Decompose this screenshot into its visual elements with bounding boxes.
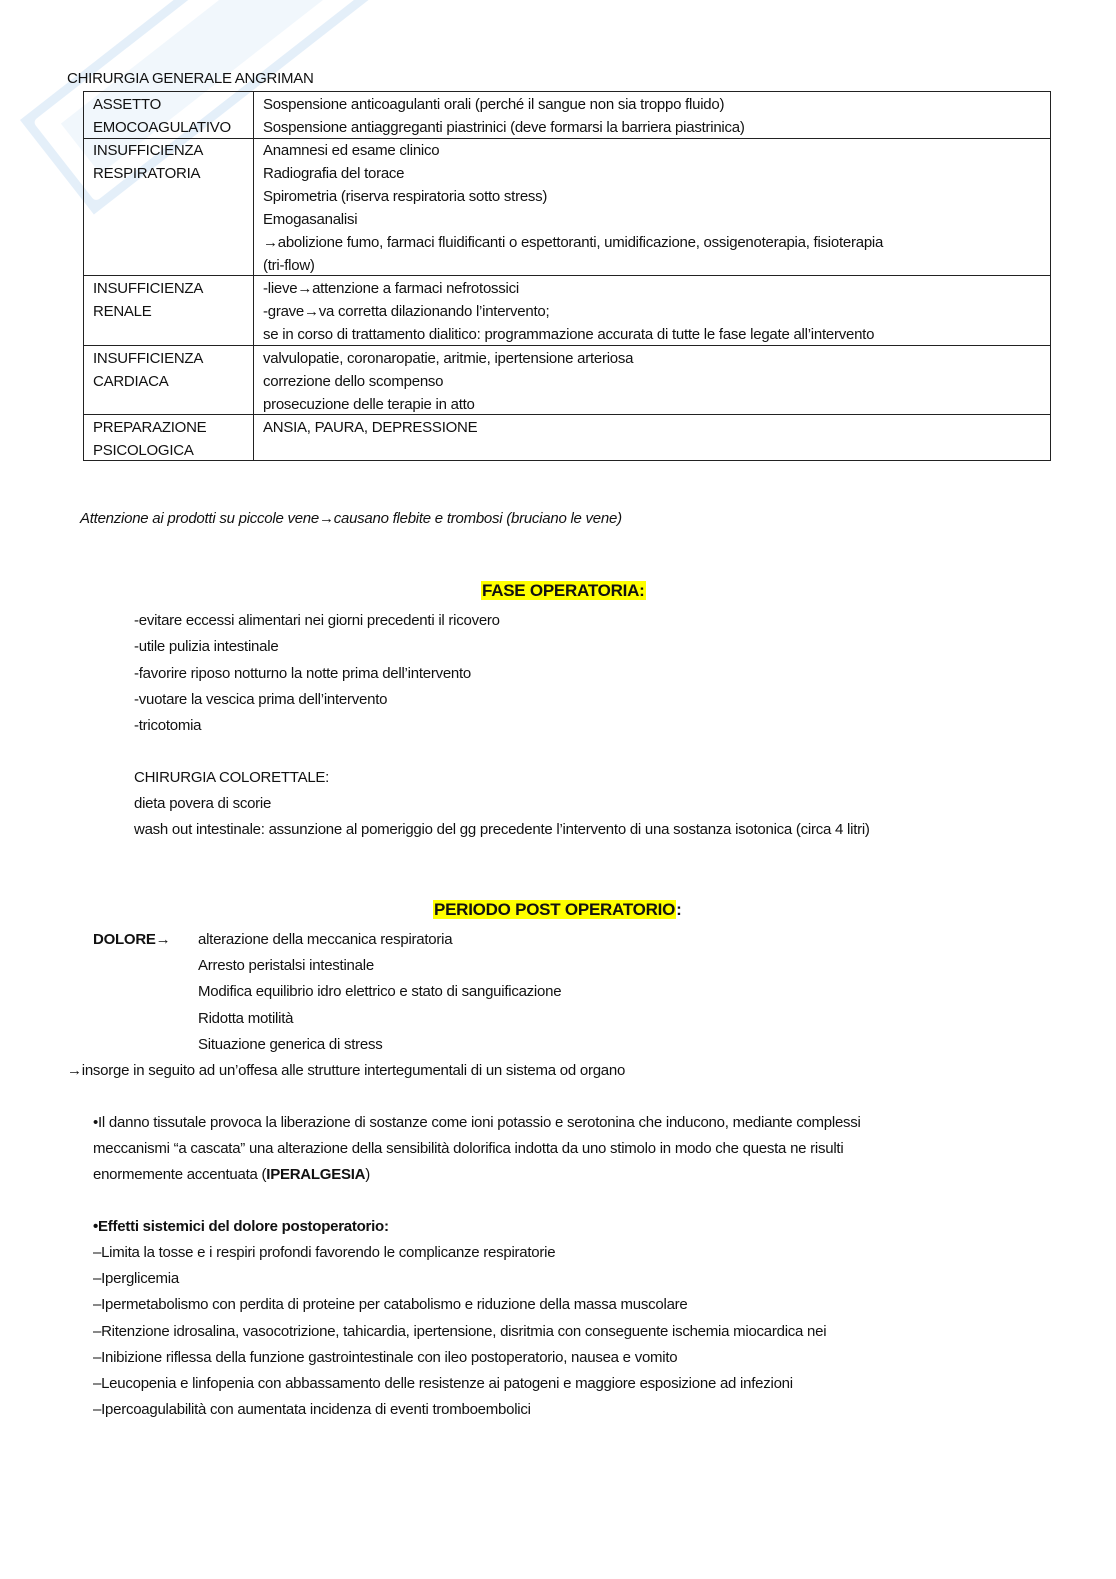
effetti-list-item: –Iperglicemia — [93, 1270, 179, 1288]
table-cell-line: Sospensione anticoagulanti orali (perché il sangue non sia troppo fluido) — [263, 96, 725, 113]
effetti-list-item: –Leucopenia e linfopenia con abbassamento delle resistenze ai patogeni e maggiore esposizione ad infezioni — [93, 1375, 793, 1392]
table-row-label: PREPARAZIONE — [93, 419, 207, 436]
column-divider — [253, 92, 254, 460]
table-row-label: ASSETTO — [93, 96, 161, 113]
note: Attenzione ai prodotti su piccole vene→causano flebite e trombosi (bruciano le vene) — [80, 510, 622, 527]
table-row-label: RENALE — [93, 303, 152, 320]
table-cell-line: valvulopatie, coronaropatie, aritmie, ipertensione arteriosa — [263, 350, 634, 367]
table-cell-line: -grave→va corretta dilazionando l’intervento; — [263, 303, 550, 320]
table-row-label: RESPIRATORIA — [93, 165, 201, 182]
table-cell-line: Anamnesi ed esame clinico — [263, 142, 440, 159]
dolore-effect-item: alterazione della meccanica respiratoria — [198, 931, 453, 948]
fase-heading — [481, 581, 646, 602]
dolore-label: DOLORE→ — [93, 931, 171, 948]
colorettale-list-item: dieta povera di scorie — [134, 795, 272, 812]
table-cell-line: se in corso di trattamento dialitico: programmazione accurata di tutte le fase legate all’intervento — [263, 326, 875, 343]
paragraph-line: meccanismi “a cascata” una alterazione della sensibilità dolorifica indotta da uno stimolo in modo che questa ne risulti — [93, 1140, 844, 1157]
fase-list-item: -utile pulizia intestinale — [134, 638, 279, 656]
row-divider — [84, 138, 1050, 139]
paragraph-line — [93, 1165, 370, 1185]
row-divider — [84, 345, 1050, 346]
table-cell-line: Spirometria (riserva respiratoria sotto stress) — [263, 188, 548, 205]
dolore-effect-item: Ridotta motilità — [198, 1009, 294, 1027]
effetti-list-item: –Limita la tosse e i respiri profondi favorendo le complicanze respiratorie — [93, 1244, 556, 1261]
effetti-list-item: –Ipermetabolismo con perdita di proteine per catabolismo e riduzione della massa muscolare — [93, 1296, 688, 1314]
table-cell-line: (tri-flow) — [263, 257, 315, 274]
effetti-title: •Effetti sistemici del dolore postoperatorio: — [93, 1218, 389, 1235]
document-title: CHIRURGIA GENERALE ANGRIMAN — [67, 70, 314, 87]
colorettale-list-item: wash out intestinale: assunzione al pomeriggio del gg precedente l’intervento di una sostanza isotonica (circa 4 litri) — [134, 821, 870, 838]
table-row-label: INSUFFICIENZA — [93, 350, 204, 367]
effetti-list-item: –Ipercoagulabilità con aumentata incidenza di eventi tromboembolici — [93, 1401, 531, 1419]
table-cell-line: Emogasanalisi — [263, 211, 358, 228]
preop-table — [83, 91, 1051, 461]
fase-list-item: -favorire riposo notturno la notte prima dell’intervento — [134, 664, 472, 682]
table-cell-line: ANSIA, PAURA, DEPRESSIONE — [263, 419, 478, 436]
post-heading-text: PERIODO POST OPERATORIO — [434, 900, 676, 919]
table-row-label: EMOCOAGULATIVO — [93, 119, 231, 136]
post-heading — [433, 900, 682, 921]
dolore-effect-item: Situazione generica di stress — [198, 1035, 383, 1053]
dolore-effect-item: Modifica equilibrio idro elettrico e stato di sanguificazione — [198, 983, 562, 1001]
table-cell-line: Radiografia del torace — [263, 165, 405, 182]
table-cell-line: correzione dello scompenso — [263, 373, 444, 390]
fase-heading-text: FASE OPERATORIA: — [482, 581, 645, 600]
table-row-label: INSUFFICIENZA — [93, 280, 204, 297]
table-cell-line: prosecuzione delle terapie in atto — [263, 396, 475, 413]
text: enormemente accentuata ( — [93, 1166, 267, 1183]
effetti-list-item: –Ritenzione idrosalina, vasocotrizione, tahicardia, ipertensione, disritmia con conseguente ischemia miocardica nei — [93, 1322, 827, 1340]
table-row-label: INSUFFICIENZA — [93, 142, 204, 159]
table-row-label: CARDIACA — [93, 373, 169, 390]
row-divider — [84, 414, 1050, 415]
colorettale-title: CHIRURGIA COLORETTALE: — [134, 769, 330, 786]
paragraph-line: •Il danno tissutale provoca la liberazione di sostanze come ioni potassio e serotonina che inducono, mediante complessi — [93, 1114, 861, 1131]
table-row-label: PSICOLOGICA — [93, 442, 194, 459]
table-cell-line: →abolizione fumo, farmaci fluidificanti o espettoranti, umidificazione, ossigenoterapia, fisioterapia — [263, 234, 884, 251]
iperalgesia-term: IPERALGESIA — [266, 1166, 366, 1183]
insorge-line: →insorge in seguito ad un’offesa alle strutture intertegumentali di un sistema od organo — [67, 1062, 626, 1079]
table-cell-line: -lieve→attenzione a farmaci nefrotossici — [263, 280, 519, 297]
effetti-list-item: –Inibizione riflessa della funzione gastrointestinale con ileo postoperatorio, nausea e vomito — [93, 1348, 678, 1366]
post-heading-colon: : — [676, 900, 682, 919]
row-divider — [84, 275, 1050, 276]
table-cell-line: Sospensione antiaggreganti piastrinici (deve formarsi la barriera piastrinica) — [263, 119, 745, 136]
text: ) — [365, 1166, 370, 1183]
dolore-effect-item: Arresto peristalsi intestinale — [198, 957, 374, 975]
fase-list-item: -vuotare la vescica prima dell’intervento — [134, 690, 388, 708]
fase-list-item: -tricotomia — [134, 717, 202, 735]
fase-list-item: -evitare eccessi alimentari nei giorni precedenti il ricovero — [134, 612, 500, 629]
